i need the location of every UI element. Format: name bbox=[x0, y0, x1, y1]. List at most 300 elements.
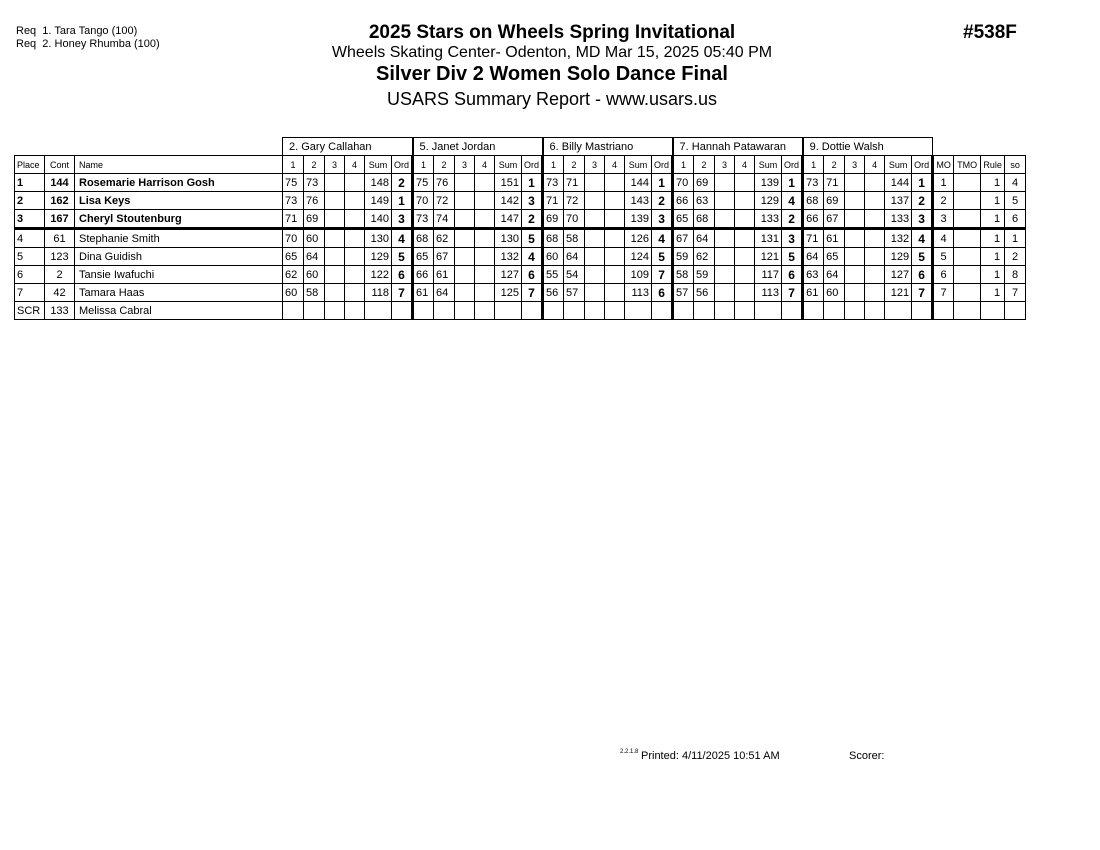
judge-score-cell: 58 bbox=[304, 284, 325, 302]
column-header-judge-score: 4 bbox=[605, 156, 625, 174]
judge-score-cell: 65 bbox=[673, 210, 694, 229]
judge-score-cell: 69 bbox=[694, 174, 715, 192]
so-cell: 6 bbox=[1005, 210, 1026, 229]
place-cell: 6 bbox=[15, 266, 45, 284]
judge-ordinal-cell: 1 bbox=[912, 174, 933, 192]
judge-sum-cell: 130 bbox=[365, 229, 392, 248]
tmo-cell bbox=[954, 266, 981, 284]
judge-score-cell bbox=[564, 302, 585, 320]
skater-name-cell: Stephanie Smith bbox=[75, 229, 283, 248]
judge-score-cell bbox=[455, 302, 475, 320]
judge-sum-cell: 129 bbox=[755, 192, 782, 210]
judge-score-cell: 64 bbox=[434, 284, 455, 302]
judge-score-cell: 74 bbox=[434, 210, 455, 229]
judge-sum-cell: 133 bbox=[885, 210, 912, 229]
judge-score-cell: 62 bbox=[283, 266, 304, 284]
tmo-cell bbox=[954, 248, 981, 266]
contestant-number-cell: 42 bbox=[45, 284, 75, 302]
results-table bbox=[14, 137, 1026, 320]
judge-score-cell: 64 bbox=[824, 266, 845, 284]
judge-sum-cell: 109 bbox=[625, 266, 652, 284]
judge-sum-cell: 121 bbox=[885, 284, 912, 302]
judge-sum-cell: 139 bbox=[625, 210, 652, 229]
judge-sum-cell: 126 bbox=[625, 229, 652, 248]
judge-sum-cell: 127 bbox=[885, 266, 912, 284]
judge-score-cell: 75 bbox=[413, 174, 434, 192]
column-header-judge-score: Ord bbox=[522, 156, 543, 174]
judge-ordinal-cell bbox=[652, 302, 673, 320]
judge-sum-cell bbox=[755, 302, 782, 320]
judge-score-cell bbox=[475, 229, 495, 248]
judge-score-cell bbox=[824, 302, 845, 320]
judge-score-cell bbox=[715, 192, 735, 210]
judge-ordinal-cell: 2 bbox=[652, 192, 673, 210]
judge-score-cell bbox=[865, 302, 885, 320]
judge-score-cell bbox=[585, 174, 605, 192]
judge-sum-cell: 139 bbox=[755, 174, 782, 192]
judge-score-cell bbox=[735, 284, 755, 302]
so-cell bbox=[1005, 302, 1026, 320]
place-cell: 1 bbox=[15, 174, 45, 192]
judge-score-cell: 71 bbox=[283, 210, 304, 229]
judge-score-cell: 60 bbox=[304, 229, 325, 248]
tmo-cell bbox=[954, 174, 981, 192]
judge-score-cell: 68 bbox=[543, 229, 564, 248]
column-header-mo: MO bbox=[933, 156, 954, 174]
judge-sum-cell: 129 bbox=[365, 248, 392, 266]
judge-score-cell: 57 bbox=[673, 284, 694, 302]
column-header-judge-score: 2 bbox=[694, 156, 715, 174]
column-header-judge-score: 3 bbox=[715, 156, 735, 174]
judge-score-cell bbox=[475, 210, 495, 229]
judge-ordinal-cell: 4 bbox=[522, 248, 543, 266]
judge-ordinal-cell: 3 bbox=[652, 210, 673, 229]
judge-ordinal-cell: 5 bbox=[782, 248, 803, 266]
judge-sum-cell: 117 bbox=[755, 266, 782, 284]
judge-score-cell: 71 bbox=[803, 229, 824, 248]
judge-score-cell bbox=[865, 248, 885, 266]
judge-ordinal-cell: 3 bbox=[392, 210, 413, 229]
place-cell: SCR bbox=[15, 302, 45, 320]
judge-score-cell bbox=[865, 210, 885, 229]
place-cell: 4 bbox=[15, 229, 45, 248]
column-header-judge-score: Ord bbox=[782, 156, 803, 174]
judge-score-cell: 60 bbox=[543, 248, 564, 266]
judge-score-cell: 71 bbox=[543, 192, 564, 210]
judge-score-cell: 65 bbox=[824, 248, 845, 266]
rule-cell: 1 bbox=[981, 229, 1005, 248]
contestant-number-cell: 123 bbox=[45, 248, 75, 266]
judge-sum-cell: 130 bbox=[495, 229, 522, 248]
mo-cell: 2 bbox=[933, 192, 954, 210]
column-header-judge-score: 4 bbox=[345, 156, 365, 174]
judge-ordinal-cell: 5 bbox=[912, 248, 933, 266]
judge-score-cell: 61 bbox=[413, 284, 434, 302]
judge-score-cell bbox=[325, 284, 345, 302]
judge-score-cell bbox=[345, 229, 365, 248]
judge-score-cell bbox=[845, 266, 865, 284]
column-header-judge-score: Ord bbox=[652, 156, 673, 174]
judge-ordinal-cell: 4 bbox=[392, 229, 413, 248]
table-row bbox=[15, 266, 1026, 284]
judge-score-cell bbox=[455, 266, 475, 284]
judge-score-cell bbox=[585, 266, 605, 284]
judge-score-cell: 58 bbox=[564, 229, 585, 248]
judge-score-cell: 68 bbox=[694, 210, 715, 229]
judge-score-cell: 67 bbox=[824, 210, 845, 229]
skater-name-cell: Cheryl Stoutenburg bbox=[75, 210, 283, 229]
judge-ordinal-cell bbox=[522, 302, 543, 320]
column-header-judge-score: 2 bbox=[304, 156, 325, 174]
judge-score-cell: 72 bbox=[564, 192, 585, 210]
judge-score-cell bbox=[345, 302, 365, 320]
column-header-so: so bbox=[1005, 156, 1026, 174]
so-cell: 8 bbox=[1005, 266, 1026, 284]
table-row bbox=[15, 192, 1026, 210]
judge-ordinal-cell: 5 bbox=[522, 229, 543, 248]
judge-ordinal-cell: 7 bbox=[522, 284, 543, 302]
judge-score-cell bbox=[865, 192, 885, 210]
so-cell: 4 bbox=[1005, 174, 1026, 192]
table-row bbox=[15, 229, 1026, 248]
judge-ordinal-cell: 1 bbox=[652, 174, 673, 192]
judge-score-cell: 61 bbox=[434, 266, 455, 284]
judge-ordinal-cell: 5 bbox=[652, 248, 673, 266]
table-row bbox=[15, 174, 1026, 192]
judge-score-cell: 63 bbox=[803, 266, 824, 284]
column-header-judge-score: 3 bbox=[325, 156, 345, 174]
judge-score-cell bbox=[585, 210, 605, 229]
judge-ordinal-cell: 4 bbox=[782, 192, 803, 210]
skater-name-cell: Lisa Keys bbox=[75, 192, 283, 210]
judge-score-cell: 71 bbox=[564, 174, 585, 192]
judge-ordinal-cell: 7 bbox=[392, 284, 413, 302]
column-header-judge-score: Sum bbox=[755, 156, 782, 174]
mo-cell: 7 bbox=[933, 284, 954, 302]
judge-sum-cell bbox=[625, 302, 652, 320]
judge-score-cell bbox=[845, 229, 865, 248]
judge-score-cell bbox=[715, 210, 735, 229]
judge-score-cell: 65 bbox=[413, 248, 434, 266]
judge-score-cell bbox=[325, 248, 345, 266]
judge-ordinal-cell: 3 bbox=[782, 229, 803, 248]
column-header-judge-score: Sum bbox=[885, 156, 912, 174]
place-cell: 2 bbox=[15, 192, 45, 210]
column-header-judge-score: 1 bbox=[673, 156, 694, 174]
judge-score-cell: 58 bbox=[673, 266, 694, 284]
scorer-label: Scorer: bbox=[849, 750, 885, 762]
judge-score-cell bbox=[345, 284, 365, 302]
judge-score-cell bbox=[735, 229, 755, 248]
judge-sum-cell: 132 bbox=[495, 248, 522, 266]
column-header-judge-score: Ord bbox=[392, 156, 413, 174]
judge-score-cell: 64 bbox=[564, 248, 585, 266]
judge-ordinal-cell: 5 bbox=[392, 248, 413, 266]
judge-name: 7. Hannah Patawaran bbox=[673, 138, 803, 156]
judge-score-cell bbox=[325, 229, 345, 248]
mo-cell: 6 bbox=[933, 266, 954, 284]
judge-score-cell: 56 bbox=[543, 284, 564, 302]
judge-sum-cell: 132 bbox=[885, 229, 912, 248]
judge-score-cell bbox=[585, 229, 605, 248]
judge-ordinal-cell: 7 bbox=[652, 266, 673, 284]
judge-score-cell bbox=[455, 210, 475, 229]
place-cell: 3 bbox=[15, 210, 45, 229]
judge-score-cell: 69 bbox=[824, 192, 845, 210]
judge-score-cell bbox=[845, 248, 865, 266]
judge-sum-cell: 125 bbox=[495, 284, 522, 302]
column-header-place: Place bbox=[15, 156, 45, 174]
column-header-judge-score: 3 bbox=[845, 156, 865, 174]
judge-name: 2. Gary Callahan bbox=[283, 138, 413, 156]
judge-score-cell bbox=[735, 174, 755, 192]
so-cell: 5 bbox=[1005, 192, 1026, 210]
judge-score-cell: 60 bbox=[824, 284, 845, 302]
skater-name-cell: Tamara Haas bbox=[75, 284, 283, 302]
judge-score-cell bbox=[345, 192, 365, 210]
column-header-judge-score: Ord bbox=[912, 156, 933, 174]
judge-name: 6. Billy Mastriano bbox=[543, 138, 673, 156]
judge-score-cell bbox=[735, 248, 755, 266]
rule-cell: 1 bbox=[981, 210, 1005, 229]
judge-sum-cell: 129 bbox=[885, 248, 912, 266]
column-header-judge-score: 2 bbox=[824, 156, 845, 174]
judge-score-cell bbox=[475, 174, 495, 192]
judge-score-cell: 69 bbox=[543, 210, 564, 229]
column-header-cont: Cont bbox=[45, 156, 75, 174]
column-header-judge-score: 1 bbox=[413, 156, 434, 174]
judge-ordinal-cell: 6 bbox=[392, 266, 413, 284]
judge-score-cell bbox=[605, 192, 625, 210]
venue-date: Wheels Skating Center- Odenton, MD Mar 15, 2025 05:40 PM bbox=[331, 44, 773, 61]
judge-score-cell: 66 bbox=[413, 266, 434, 284]
so-cell: 7 bbox=[1005, 284, 1026, 302]
rule-cell: 1 bbox=[981, 248, 1005, 266]
judge-score-cell: 72 bbox=[434, 192, 455, 210]
blank-cell bbox=[15, 138, 283, 156]
tmo-cell bbox=[954, 284, 981, 302]
judge-score-cell bbox=[345, 266, 365, 284]
judge-sum-cell: 131 bbox=[755, 229, 782, 248]
judge-sum-cell: 151 bbox=[495, 174, 522, 192]
judge-ordinal-cell: 4 bbox=[912, 229, 933, 248]
judge-score-cell: 60 bbox=[283, 284, 304, 302]
column-header-judge-score: 4 bbox=[735, 156, 755, 174]
judge-sum-cell: 113 bbox=[755, 284, 782, 302]
rule-cell: 1 bbox=[981, 284, 1005, 302]
judge-score-cell bbox=[845, 284, 865, 302]
judge-score-cell: 75 bbox=[283, 174, 304, 192]
judge-score-cell bbox=[845, 210, 865, 229]
judge-score-cell bbox=[735, 192, 755, 210]
blank-cell bbox=[933, 138, 1026, 156]
column-header-judge-score: Sum bbox=[625, 156, 652, 174]
competition-title: 2025 Stars on Wheels Spring Invitational bbox=[368, 22, 736, 43]
contestant-number-cell: 162 bbox=[45, 192, 75, 210]
judge-score-cell: 65 bbox=[283, 248, 304, 266]
column-header-judge-score: 3 bbox=[585, 156, 605, 174]
judge-score-cell bbox=[585, 192, 605, 210]
judge-score-cell bbox=[715, 174, 735, 192]
contestant-number-cell: 133 bbox=[45, 302, 75, 320]
judge-score-cell bbox=[803, 302, 824, 320]
printed-timestamp: Printed: 4/11/2025 10:51 AM bbox=[641, 750, 780, 762]
table-row bbox=[15, 302, 1026, 320]
judge-score-cell: 67 bbox=[673, 229, 694, 248]
judge-ordinal-cell: 6 bbox=[782, 266, 803, 284]
judge-ordinal-cell bbox=[392, 302, 413, 320]
judge-score-cell: 70 bbox=[673, 174, 694, 192]
judge-score-cell bbox=[715, 229, 735, 248]
judge-score-cell bbox=[455, 229, 475, 248]
judge-score-cell bbox=[845, 302, 865, 320]
judge-score-cell: 64 bbox=[803, 248, 824, 266]
skater-name-cell: Dina Guidish bbox=[75, 248, 283, 266]
judge-score-cell: 68 bbox=[413, 229, 434, 248]
table-row bbox=[15, 210, 1026, 229]
column-header-judge-score: 2 bbox=[434, 156, 455, 174]
skater-name-cell: Melissa Cabral bbox=[75, 302, 283, 320]
judge-sum-cell: 149 bbox=[365, 192, 392, 210]
judge-sum-cell: 122 bbox=[365, 266, 392, 284]
judge-score-cell bbox=[455, 248, 475, 266]
column-header-row bbox=[15, 156, 1026, 174]
column-header-judge-score: 4 bbox=[475, 156, 495, 174]
event-title: Silver Div 2 Women Solo Dance Final bbox=[376, 63, 728, 85]
column-header-judge-score: Sum bbox=[495, 156, 522, 174]
judge-score-cell bbox=[455, 284, 475, 302]
judge-score-cell bbox=[605, 174, 625, 192]
judge-score-cell: 68 bbox=[803, 192, 824, 210]
tmo-cell bbox=[954, 210, 981, 229]
column-header-judge-score: 1 bbox=[803, 156, 824, 174]
judge-score-cell bbox=[865, 229, 885, 248]
judge-score-cell bbox=[475, 284, 495, 302]
so-cell: 2 bbox=[1005, 248, 1026, 266]
place-cell: 7 bbox=[15, 284, 45, 302]
judge-ordinal-cell: 6 bbox=[522, 266, 543, 284]
judge-score-cell bbox=[543, 302, 564, 320]
judge-ordinal-cell: 4 bbox=[652, 229, 673, 248]
judge-score-cell bbox=[325, 192, 345, 210]
tmo-cell bbox=[954, 192, 981, 210]
judge-score-cell bbox=[845, 192, 865, 210]
judge-score-cell: 59 bbox=[694, 266, 715, 284]
judge-ordinal-cell: 7 bbox=[912, 284, 933, 302]
judge-score-cell bbox=[605, 210, 625, 229]
judge-sum-cell: 121 bbox=[755, 248, 782, 266]
judge-score-cell bbox=[325, 266, 345, 284]
judge-sum-cell: 148 bbox=[365, 174, 392, 192]
tmo-cell bbox=[954, 302, 981, 320]
judge-score-cell bbox=[585, 248, 605, 266]
judge-score-cell: 70 bbox=[413, 192, 434, 210]
judge-ordinal-cell: 1 bbox=[392, 192, 413, 210]
column-header-judge-score: Sum bbox=[365, 156, 392, 174]
judge-ordinal-cell: 2 bbox=[912, 192, 933, 210]
judge-score-cell: 70 bbox=[564, 210, 585, 229]
judge-score-cell bbox=[304, 302, 325, 320]
judge-ordinal-cell: 6 bbox=[652, 284, 673, 302]
judge-score-cell bbox=[325, 210, 345, 229]
column-header-judge-score: 4 bbox=[865, 156, 885, 174]
judge-score-cell: 71 bbox=[824, 174, 845, 192]
skater-name-cell: Tansie Iwafuchi bbox=[75, 266, 283, 284]
judge-score-cell bbox=[715, 284, 735, 302]
judge-score-cell bbox=[865, 174, 885, 192]
judge-score-cell: 60 bbox=[304, 266, 325, 284]
mo-cell: 1 bbox=[933, 174, 954, 192]
contestant-number-cell: 167 bbox=[45, 210, 75, 229]
judge-name: 5. Janet Jordan bbox=[413, 138, 543, 156]
judge-sum-cell bbox=[365, 302, 392, 320]
column-header-rule: Rule bbox=[981, 156, 1005, 174]
judge-score-cell bbox=[325, 302, 345, 320]
judge-ordinal-cell: 2 bbox=[522, 210, 543, 229]
rule-cell: 1 bbox=[981, 266, 1005, 284]
rule-cell: 1 bbox=[981, 192, 1005, 210]
judge-score-cell bbox=[865, 266, 885, 284]
so-cell: 1 bbox=[1005, 229, 1026, 248]
judge-score-cell bbox=[475, 302, 495, 320]
judge-score-cell bbox=[715, 302, 735, 320]
judge-score-cell: 73 bbox=[283, 192, 304, 210]
column-header-judge-score: 3 bbox=[455, 156, 475, 174]
judge-ordinal-cell: 6 bbox=[912, 266, 933, 284]
judge-sum-cell: 144 bbox=[885, 174, 912, 192]
rule-cell: 1 bbox=[981, 174, 1005, 192]
judge-score-cell: 69 bbox=[304, 210, 325, 229]
judge-sum-cell: 133 bbox=[755, 210, 782, 229]
requirement-dance: Honey Rhumba (100) bbox=[54, 38, 160, 50]
judge-score-cell: 57 bbox=[564, 284, 585, 302]
skater-name-cell: Rosemarie Harrison Gosh bbox=[75, 174, 283, 192]
judge-score-cell: 66 bbox=[673, 192, 694, 210]
judge-sum-cell bbox=[495, 302, 522, 320]
judge-score-cell bbox=[455, 192, 475, 210]
judge-score-cell bbox=[735, 210, 755, 229]
judge-score-cell bbox=[475, 248, 495, 266]
judge-score-cell: 55 bbox=[543, 266, 564, 284]
judge-sum-cell: 118 bbox=[365, 284, 392, 302]
judge-score-cell: 56 bbox=[694, 284, 715, 302]
judge-sum-cell: 142 bbox=[495, 192, 522, 210]
judge-score-cell bbox=[605, 302, 625, 320]
mo-cell bbox=[933, 302, 954, 320]
judge-score-cell bbox=[283, 302, 304, 320]
judge-score-cell: 73 bbox=[304, 174, 325, 192]
judge-score-cell: 64 bbox=[694, 229, 715, 248]
judge-ordinal-cell: 7 bbox=[782, 284, 803, 302]
event-number: #538F bbox=[963, 22, 1017, 43]
judge-score-cell bbox=[434, 302, 455, 320]
requirement-dance: Tara Tango (100) bbox=[54, 25, 138, 37]
judge-score-cell: 62 bbox=[694, 248, 715, 266]
requirement-label: Req 2. bbox=[16, 38, 52, 50]
judge-score-cell: 62 bbox=[434, 229, 455, 248]
judge-score-cell: 76 bbox=[304, 192, 325, 210]
mo-cell: 3 bbox=[933, 210, 954, 229]
judge-sum-cell: 140 bbox=[365, 210, 392, 229]
judge-score-cell: 61 bbox=[803, 284, 824, 302]
judge-ordinal-cell bbox=[912, 302, 933, 320]
judge-sum-cell: 127 bbox=[495, 266, 522, 284]
judge-sum-cell bbox=[885, 302, 912, 320]
column-header-judge-score: 2 bbox=[564, 156, 585, 174]
judge-score-cell bbox=[475, 192, 495, 210]
judge-ordinal-cell: 2 bbox=[782, 210, 803, 229]
column-header-judge-score: 1 bbox=[543, 156, 564, 174]
